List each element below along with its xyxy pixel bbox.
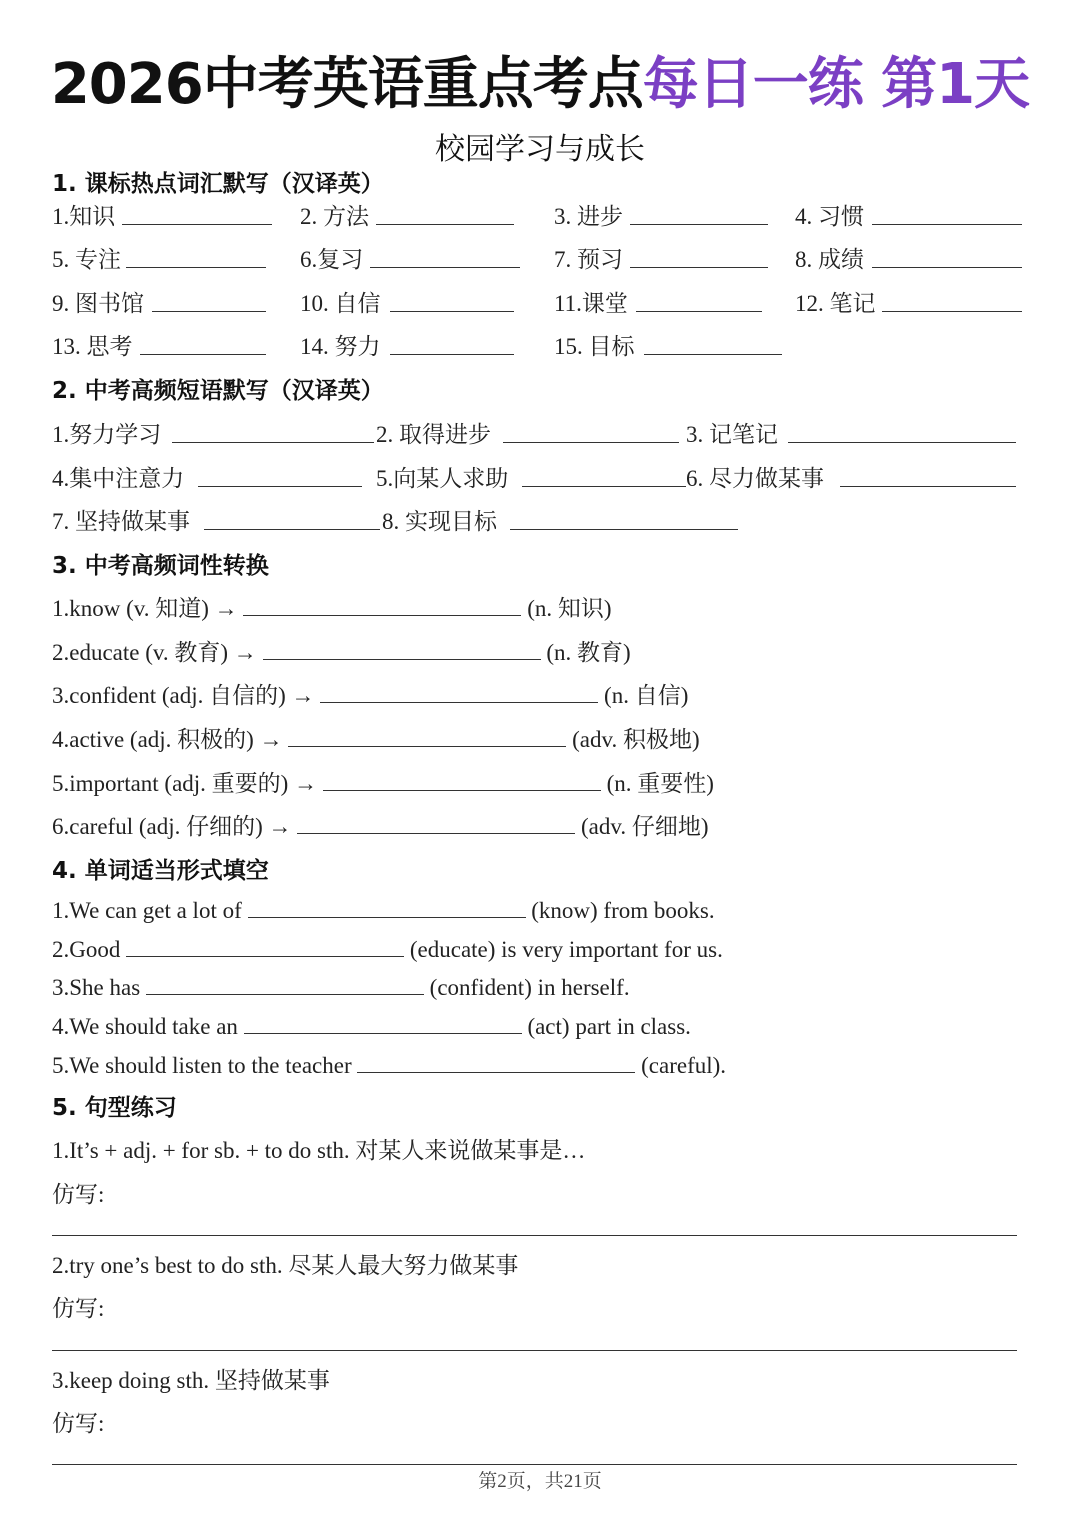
section2-heading: 2. 中考高频短语默写（汉译英） [52, 378, 384, 404]
phrase-item: 5.向某人求助 [376, 466, 509, 491]
conversion-item [52, 808, 709, 841]
conversion-target: (adv. 积极地) [572, 727, 700, 752]
imitate-label: 仿写: [52, 1411, 105, 1436]
fill-blank[interactable] [248, 895, 526, 918]
vocab-blank[interactable] [390, 354, 514, 355]
pattern-text: 1.It’s + adj. + for sb. + to do sth. 对某人来说做某事是… [52, 1138, 586, 1163]
vocab-blank[interactable] [390, 311, 514, 312]
section1-heading: 1. 课标热点词汇默写（汉译英） [52, 171, 384, 197]
conversion-item [52, 765, 714, 798]
conversion-blank[interactable] [263, 637, 541, 660]
fill-suffix: (confident) in herself. [429, 975, 630, 1000]
vocab-blank[interactable] [872, 267, 1022, 268]
conversion-item [52, 634, 631, 667]
conversion-blank[interactable] [297, 811, 575, 834]
conversion-source: 3.confident (adj. 自信的) → [52, 683, 315, 708]
conversion-blank[interactable] [288, 724, 566, 747]
vocab-item: 8. 成绩 [795, 247, 864, 272]
phrase-blank[interactable] [204, 529, 380, 530]
vocab-item: 6.复习 [300, 247, 364, 272]
phrase-item: 7. 坚持做某事 [52, 509, 190, 534]
conversion-blank[interactable] [323, 768, 601, 791]
vocab-blank[interactable] [872, 224, 1022, 225]
fill-item [52, 1050, 726, 1079]
imitate-answer-line[interactable] [52, 1235, 1017, 1236]
vocab-blank[interactable] [636, 311, 762, 312]
vocab-item: 15. 目标 [554, 334, 635, 359]
fill-suffix: (act) part in class. [527, 1014, 691, 1039]
vocab-item: 2. 方法 [300, 204, 369, 229]
conversion-item [52, 721, 700, 754]
vocab-item: 13. 思考 [52, 334, 133, 359]
conversion-item [52, 677, 688, 710]
vocab-item: 10. 自信 [300, 291, 381, 316]
conversion-blank[interactable] [320, 680, 598, 703]
fill-prefix: 2.Good [52, 937, 121, 962]
fill-prefix: 4.We should take an [52, 1014, 238, 1039]
phrase-item: 3. 记笔记 [686, 422, 778, 447]
conversion-target: (n. 知识) [527, 596, 612, 621]
vocab-blank[interactable] [630, 267, 768, 268]
conversion-source: 4.active (adj. 积极的) → [52, 727, 283, 752]
phrase-blank[interactable] [503, 442, 679, 443]
imitate-answer-line[interactable] [52, 1464, 1017, 1465]
fill-blank[interactable] [357, 1050, 635, 1073]
vocab-item: 9. 图书馆 [52, 291, 144, 316]
conversion-target: (n. 自信) [604, 683, 689, 708]
imitate-label: 仿写: [52, 1296, 105, 1321]
phrase-item: 4.集中注意力 [52, 466, 185, 491]
title-accent: 每日一练 第1天 [642, 52, 1030, 117]
vocab-blank[interactable] [122, 224, 272, 225]
conversion-target: (n. 教育) [546, 640, 631, 665]
fill-blank[interactable] [126, 934, 404, 957]
phrase-blank[interactable] [840, 486, 1016, 487]
fill-item [52, 895, 715, 924]
vocab-blank[interactable] [370, 267, 520, 268]
section3-heading: 3. 中考高频词性转换 [52, 553, 269, 579]
fill-prefix: 5.We should listen to the teacher [52, 1053, 352, 1078]
fill-item [52, 1011, 691, 1040]
imitate-label: 仿写: [52, 1182, 105, 1207]
vocab-blank[interactable] [376, 224, 514, 225]
fill-suffix: (know) from books. [531, 898, 715, 923]
conversion-item [52, 590, 612, 623]
vocab-blank[interactable] [644, 354, 782, 355]
vocab-item: 12. 笔记 [795, 291, 876, 316]
phrase-item: 8. 实现目标 [382, 509, 497, 534]
pattern-text: 2.try one’s best to do sth. 尽某人最大努力做某事 [52, 1253, 519, 1278]
phrase-blank[interactable] [172, 442, 374, 443]
imitate-answer-line[interactable] [52, 1350, 1017, 1351]
phrase-item: 1.努力学习 [52, 422, 162, 447]
fill-blank[interactable] [146, 972, 424, 995]
conversion-target: (n. 重要性) [606, 771, 714, 796]
conversion-target: (adv. 仔细地) [581, 814, 709, 839]
phrase-blank[interactable] [198, 486, 362, 487]
fill-prefix: 1.We can get a lot of [52, 898, 242, 923]
phrase-blank[interactable] [510, 529, 738, 530]
fill-item [52, 972, 630, 1001]
section4-heading: 4. 单词适当形式填空 [52, 858, 269, 884]
fill-blank[interactable] [244, 1011, 522, 1034]
conversion-blank[interactable] [243, 593, 521, 616]
page-number: 第2页，共21页 [478, 1471, 602, 1492]
fill-item [52, 934, 723, 963]
fill-suffix: (careful). [641, 1053, 727, 1078]
vocab-blank[interactable] [152, 311, 266, 312]
conversion-source: 1.know (v. 知道) → [52, 596, 238, 621]
fill-suffix: (educate) is very important for us. [409, 937, 723, 962]
conversion-source: 6.careful (adj. 仔细的) → [52, 814, 292, 839]
pattern-text: 3.keep doing sth. 坚持做某事 [52, 1368, 330, 1393]
fill-prefix: 3.She has [52, 975, 141, 1000]
vocab-blank[interactable] [882, 311, 1022, 312]
phrase-blank[interactable] [522, 486, 686, 487]
phrase-item: 6. 尽力做某事 [686, 466, 824, 491]
section5-heading: 5. 句型练习 [52, 1095, 177, 1121]
vocab-item: 1.知识 [52, 204, 116, 229]
vocab-item: 3. 进步 [554, 204, 623, 229]
conversion-source: 5.important (adj. 重要的) → [52, 771, 318, 796]
vocab-blank[interactable] [140, 354, 266, 355]
vocab-item: 5. 专注 [52, 247, 121, 272]
vocab-item: 4. 习惯 [795, 204, 864, 229]
page-subtitle: 校园学习与成长 [435, 132, 645, 167]
vocab-item: 14. 努力 [300, 334, 381, 359]
page-title [0, 40, 1080, 120]
title-main: 2026中考英语重点考点 [50, 52, 643, 117]
conversion-source: 2.educate (v. 教育) → [52, 640, 257, 665]
vocab-blank[interactable] [630, 224, 768, 225]
vocab-item: 11.课堂 [554, 291, 628, 316]
phrase-item: 2. 取得进步 [376, 422, 491, 447]
vocab-item: 7. 预习 [554, 247, 623, 272]
phrase-blank[interactable] [788, 442, 1016, 443]
vocab-blank[interactable] [126, 267, 266, 268]
